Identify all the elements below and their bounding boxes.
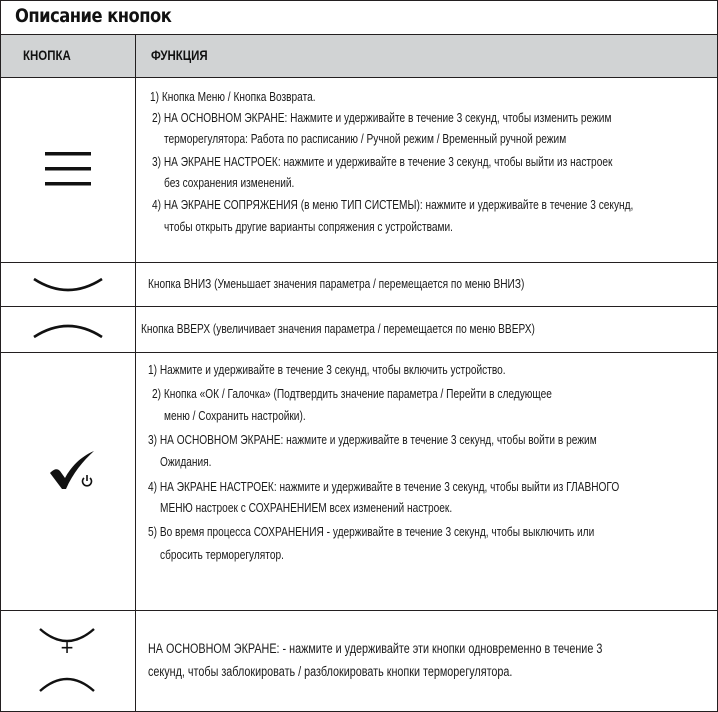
table-row-menu	[1, 78, 717, 263]
page-title: Описание кнопок	[15, 5, 172, 27]
header-function-label: ФУНКЦИЯ	[151, 48, 208, 63]
icon-cell	[1, 353, 136, 610]
function-line: 3) НА ЭКРАНЕ НАСТРОЕК: нажмите и удерживайте в течение 3 секунд, чтобы выйти из настроек	[152, 154, 613, 169]
function-line: чтобы открыть другие варианты сопряжения с устройствами.	[164, 219, 453, 234]
function-line: НА ОСНОВНОМ ЭКРАНЕ: - нажмите и удерживайте эти кнопки одновременно в течение 3	[148, 641, 603, 656]
function-line: МЕНЮ настроек с СОХРАНЕНИЕМ всех изменений настроек.	[160, 500, 453, 515]
table-row-lock	[1, 611, 717, 711]
function-line: Кнопка ВНИЗ (Уменьшает значения параметра / перемещается по меню ВНИЗ)	[148, 276, 525, 291]
header-cell-function	[136, 35, 717, 78]
function-line: 2) Кнопка «ОК / Галочка» (Подтвердить значение параметра / Перейти в следующее	[152, 386, 552, 401]
function-line: терморегулятора: Работа по расписанию / Ручной режим / Временный ручной режим	[164, 131, 567, 146]
checkmark-power-icon	[49, 451, 101, 493]
icon-cell	[1, 611, 136, 711]
icon-cell	[1, 263, 136, 306]
function-line: Кнопка ВВЕРХ (увеличивает значения параметра / перемещается по меню ВВЕРХ)	[141, 321, 535, 336]
function-cell	[136, 307, 717, 352]
table-row-down	[1, 263, 717, 307]
function-cell	[136, 611, 717, 711]
function-line: секунд, чтобы заблокировать / разблокировать кнопки терморегулятора.	[148, 664, 513, 679]
function-line: 1) Кнопка Меню / Кнопка Возврата.	[150, 89, 316, 104]
chevron-up-icon	[33, 323, 103, 339]
function-cell	[136, 263, 717, 306]
function-cell	[136, 353, 717, 610]
function-line: 4) НА ЭКРАНЕ СОПРЯЖЕНИЯ (в меню ТИП СИСТЕМЫ): нажмите и удерживайте в течение 3 секунд,	[152, 197, 634, 212]
function-line: сбросить терморегулятор.	[160, 547, 284, 562]
table-row-up	[1, 307, 717, 353]
function-line: 1) Нажмите и удерживайте в течение 3 секунд, чтобы включить устройство.	[148, 362, 506, 377]
function-line: Ожидания.	[160, 454, 212, 469]
function-line: без сохранения изменений.	[164, 175, 295, 190]
function-line: 2) НА ОСНОВНОМ ЭКРАНЕ: Нажмите и удерживайте в течение 3 секунд, чтобы изменить режим	[152, 110, 612, 125]
menu-icon	[45, 152, 91, 186]
function-cell	[136, 78, 717, 262]
chevron-down-icon	[33, 277, 103, 293]
chevron-up-icon	[39, 673, 95, 693]
function-line: меню / Сохранить настройки).	[164, 408, 306, 423]
plus-icon: +	[60, 635, 74, 660]
table-row-ok	[1, 353, 717, 611]
header-button-label: КНОПКА	[23, 48, 71, 63]
icon-cell	[1, 78, 136, 262]
function-line: 3) НА ОСНОВНОМ ЭКРАНЕ: нажмите и удерживайте в течение 3 секунд, чтобы войти в режим	[148, 432, 597, 447]
title-row	[1, 1, 717, 35]
function-line: 5) Во время процесса СОХРАНЕНИЯ - удерживайте в течение 3 секунд, чтобы выключить или	[148, 524, 595, 539]
icon-cell	[1, 307, 136, 352]
header-cell-button	[1, 35, 136, 78]
function-line: 4) НА ЭКРАНЕ НАСТРОЕК: нажмите и удерживайте в течение 3 секунд, чтобы выйти из ГЛАВНОГО	[148, 479, 620, 494]
